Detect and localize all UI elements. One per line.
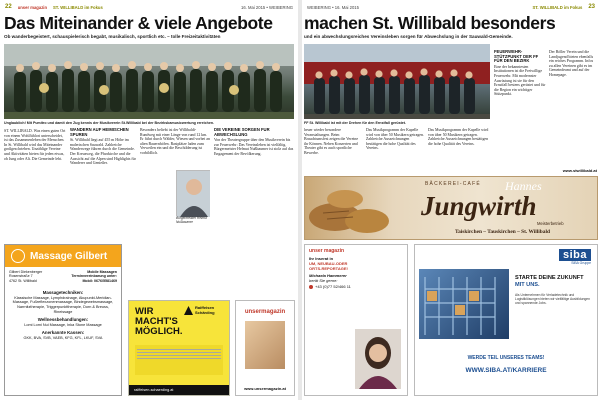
raiffeisen-body bbox=[135, 345, 223, 375]
contact-ad-line: Ihr Inserat in bbox=[309, 256, 334, 261]
article-column bbox=[70, 128, 136, 238]
article-column-firestation bbox=[494, 50, 546, 170]
siba-sub: SIBA Gruppe bbox=[571, 261, 591, 265]
photo-caption-right: FF St. Willibald ist mit der Drehen für den Ernstfall gerüstet. bbox=[304, 121, 407, 125]
wellness-heading: Wellnessbehandlungen: bbox=[37, 317, 89, 323]
slogan-line: MACHT'S bbox=[135, 316, 178, 327]
contact-ad-line: ORTS-REPORTAGE! bbox=[309, 265, 348, 271]
siba-logo: siba bbox=[559, 249, 591, 261]
massage-name: Gilbert Diekenberger bbox=[9, 270, 43, 274]
subline-right: und ein abwechslungsreiches Vereinsleben sorgen für Abwechslung in der Sauwald-Gemeinde. bbox=[304, 34, 513, 39]
techniques-list: Klassische Massage, Lymphdrainage, Akupunkt-Meridian-Massage, Fußreflexzonenmassage, Bindegewebsmassage, Narrnitztherapie, Triggerpunkttherapie, Dorn & Breuss, Rineissage bbox=[12, 295, 114, 314]
portrait-caption: Bürgermeister Helmut Nußbaumer bbox=[176, 216, 207, 224]
raiffeisen-footer[interactable]: raiffeisen-schaerding.at bbox=[129, 385, 229, 395]
page-number: 22 bbox=[5, 4, 12, 10]
contact-ad-text bbox=[305, 257, 407, 271]
issue-date: 16. Mai 2015 • WEIBERING bbox=[241, 4, 293, 10]
kassen-heading: Anerkannte Kassen: bbox=[41, 330, 85, 336]
municipality-url[interactable]: www.stwillibald.at bbox=[562, 168, 597, 173]
photo-caption-left: Unglaublich! Mit Pumitro und damit den Zug kennis der Musikverein St.Willibald bei der Bezirksbamusicwertung erreichen. bbox=[4, 121, 215, 125]
siba-cta: WERDE TEIL UNSERES TEAMS! bbox=[467, 355, 545, 361]
column-heading: WANDERN AUF HEIMISCHEN SPUREN bbox=[70, 128, 129, 137]
ad-unsermagazin-small bbox=[235, 300, 295, 396]
mayor-portrait bbox=[176, 170, 210, 216]
subline-left: Ob wanderbegeistert, schauspielerisch begabt, musikalisch, sportlich etc. – tolle Freizeitaktivitäten bbox=[4, 34, 221, 39]
ad-bakery-jungwirth bbox=[304, 176, 598, 240]
column-text: Von der Theatergruppe über den Musikverein bis zur Feuerwehr: Das Vereinsleben ist vielfältig. Bürgermeister Helmut Nußbaumer ist stolz auf das Engagement der Bevölkerung. bbox=[214, 138, 294, 156]
article-column bbox=[304, 128, 362, 168]
kassen-list: GKK, BVA, SVB, VAEB, KFG, KFL, LKUF, SVA bbox=[23, 335, 103, 340]
contact-role: berät Sie gerne: bbox=[309, 277, 338, 283]
firefighters-photo bbox=[304, 44, 490, 119]
contact-portrait bbox=[355, 329, 401, 389]
techniques-heading: Massagetechniken: bbox=[42, 290, 84, 296]
section-name: ST. WILLIBALD im Fokus bbox=[532, 4, 583, 10]
massage-city: 4762 St. Willibald bbox=[9, 278, 37, 283]
raiffeisen-gable-icon bbox=[184, 306, 193, 315]
contact-name: Michaela Hammerer bbox=[309, 273, 347, 279]
siba-headline-line: STARTE DEINE ZUKUNFT bbox=[515, 275, 584, 281]
siba-headline bbox=[515, 275, 584, 288]
contact-ad-logo: unser magazin bbox=[309, 248, 345, 254]
article-column bbox=[214, 128, 294, 238]
lotus-icon bbox=[11, 249, 25, 263]
contact-phone-row bbox=[309, 285, 403, 290]
column-text: ST. WILLIBALD. Was einen guten Ort von einem Wohlfühlort unterscheidet, ist das Zusammenleben der Menschen. In St. Willibald wird das Miteinander großgeschrieben. Unzählige Vereine und Aktivitäten bieten für jeden etwas, ob Jung oder Alt. Die Gemeinde lebt. bbox=[4, 129, 66, 161]
slogan-line: WIR bbox=[135, 306, 154, 317]
siba-warehouse-image bbox=[419, 269, 509, 339]
article-column bbox=[428, 128, 490, 168]
massage-phone: Mobil: 0676/5581469 bbox=[82, 278, 117, 283]
siba-url[interactable]: WWW.SIBA.AT/KARRIERE bbox=[465, 367, 547, 374]
article-columns-left bbox=[4, 128, 294, 238]
unsermagazin-cover-image bbox=[245, 321, 285, 369]
massage-phone-note: Terminvereinbarung unter: bbox=[71, 274, 117, 279]
bakery-script-name: Hannes bbox=[505, 179, 542, 193]
article-column bbox=[366, 128, 424, 168]
column-text: Besonders beliebt ist der Willibaldi-Rundweg mit einer Länge von rund 12 km. Er führt durch Wälder, Wiesen und vorbei an alten Bauernhöfen. Rastplätze laden zum Verweilen ein und die Beschilderung ist vorbildlich. bbox=[140, 128, 210, 155]
bakery-meister: Meisterbetrieb bbox=[537, 221, 564, 226]
band-photo bbox=[4, 44, 294, 119]
massage-contact bbox=[5, 267, 121, 286]
raiffeisen-logo bbox=[184, 306, 225, 315]
raiffeisen-bank-name: Raiffeisen Schärding bbox=[195, 305, 215, 315]
page-number: 23 bbox=[588, 4, 595, 10]
bakery-name: Jungwirth bbox=[421, 191, 537, 221]
siba-headline-line: MIT UNS. bbox=[515, 281, 540, 288]
article-column-clubs bbox=[549, 50, 597, 166]
column-text: Das Musikprogramm der Kapelle wird von über 50 Musikern getragen. Zahlreiche Auszeichnungen bestätigen die hohe Qualität des Vereins. bbox=[366, 128, 424, 151]
left-page-header bbox=[0, 0, 298, 14]
section-name: ST. WILLIBALD im Fokus bbox=[53, 4, 103, 10]
bakery-top-text: BÄCKEREI-CAFÉ bbox=[425, 181, 481, 187]
right-page-header bbox=[302, 0, 600, 14]
ad-siba bbox=[414, 244, 598, 396]
unsermagazin-url[interactable]: www.unsermagazin.at bbox=[244, 386, 286, 391]
siba-logo-block bbox=[559, 249, 591, 265]
massage-services bbox=[5, 286, 121, 342]
ad-raiffeisen bbox=[128, 300, 230, 396]
contact-phone[interactable]: +43 (0)77 52/466 11 bbox=[315, 283, 351, 289]
massage-address: Rosenstraße 7 bbox=[9, 274, 33, 279]
massage-banner bbox=[5, 245, 121, 267]
bakery-locations: Taiskirchen – Tauskirchen – St. Willibald bbox=[455, 229, 550, 235]
headline-right: machen St. Willibald besonders bbox=[304, 13, 556, 33]
bread-image bbox=[305, 177, 405, 240]
massage-title: Massage Gilbert bbox=[30, 250, 108, 262]
ad-massage-gilbert bbox=[4, 244, 122, 396]
magazine-brand: unser magazin bbox=[17, 4, 48, 10]
column-text: Eine der bekanntesten Institutionen ist die Freiwillige Feuerwehr. Mit modernster Ausrüstung ist sie für den Ernstfall bestens gerüstet und für die Region ein wichtiger Stützpunkt. bbox=[494, 64, 546, 97]
contact-ad-line: UM, NEUBAU-ODER bbox=[309, 260, 348, 266]
column-text: heuer wieder besondere Veranstaltungen. Beim Brauchtumsfest zeigen die Vereine ihr Können. Neben Konzerten und Theater gibt es auch sportliche Bewerbe. bbox=[304, 128, 359, 155]
siba-body: Als Unternehmen für Verladetechnik und Logistiklösungen bieten wir vielfältige Ausbildungen und spannende Jobs. bbox=[515, 293, 590, 305]
issue-date: WEIBERING • 16. Mai 2015 bbox=[307, 4, 359, 10]
column-text: Der Böller Verein und die Landjugend bieten ebenfalls ein reiches Programm. Infos zu allen Vereinen gibt es im Gemeindeamt und auf der Homepage. bbox=[549, 50, 594, 77]
column-heading: FEUERWEHR-STÜTZPUNKT DER FF FÜR DEN BEZIRK bbox=[494, 50, 539, 64]
left-page bbox=[0, 0, 298, 400]
massage-mobile-label: Mobile Massagen bbox=[87, 270, 117, 274]
phone-icon bbox=[309, 285, 313, 289]
unsermagazin-logo: unsermagazin bbox=[244, 309, 286, 315]
column-heading: DIE VEREINE SORGEN FÜR ABWECHSLUNG bbox=[214, 128, 270, 137]
article-column bbox=[4, 128, 66, 238]
column-text: Das Musikprogramm der Kapelle wird von über 50 Musikern getragen. Zahlreiche Auszeichnungen bestätigen die hohe Qualität des Vereins. bbox=[428, 128, 489, 146]
headline-left: Das Miteinander & viele Angebote bbox=[4, 13, 273, 33]
raiffeisen-slogan bbox=[135, 307, 183, 337]
slogan-line: MÖGLICH. bbox=[135, 326, 183, 337]
column-text: St. Willibald liegt auf 455 m Höhe im malerischen Sauwald. Zahlreiche Wanderwege führen durch die Gemeinde. Der Kreuzweg, die Pfarrkirche und die Aussicht auf die Alpen sind Highlights für Wanderer und Genießer. bbox=[70, 138, 136, 166]
right-page bbox=[302, 0, 600, 400]
band-photo-illustration bbox=[4, 44, 294, 119]
contact-person bbox=[305, 271, 407, 289]
article-column bbox=[140, 128, 210, 238]
firefighters-photo-illustration bbox=[304, 44, 490, 119]
wellness-list: Lomi Lomi Nui Massage, Inka Stone Massage bbox=[24, 322, 102, 327]
ad-unsermagazin-contact bbox=[304, 244, 408, 396]
article-columns-right bbox=[304, 128, 490, 168]
